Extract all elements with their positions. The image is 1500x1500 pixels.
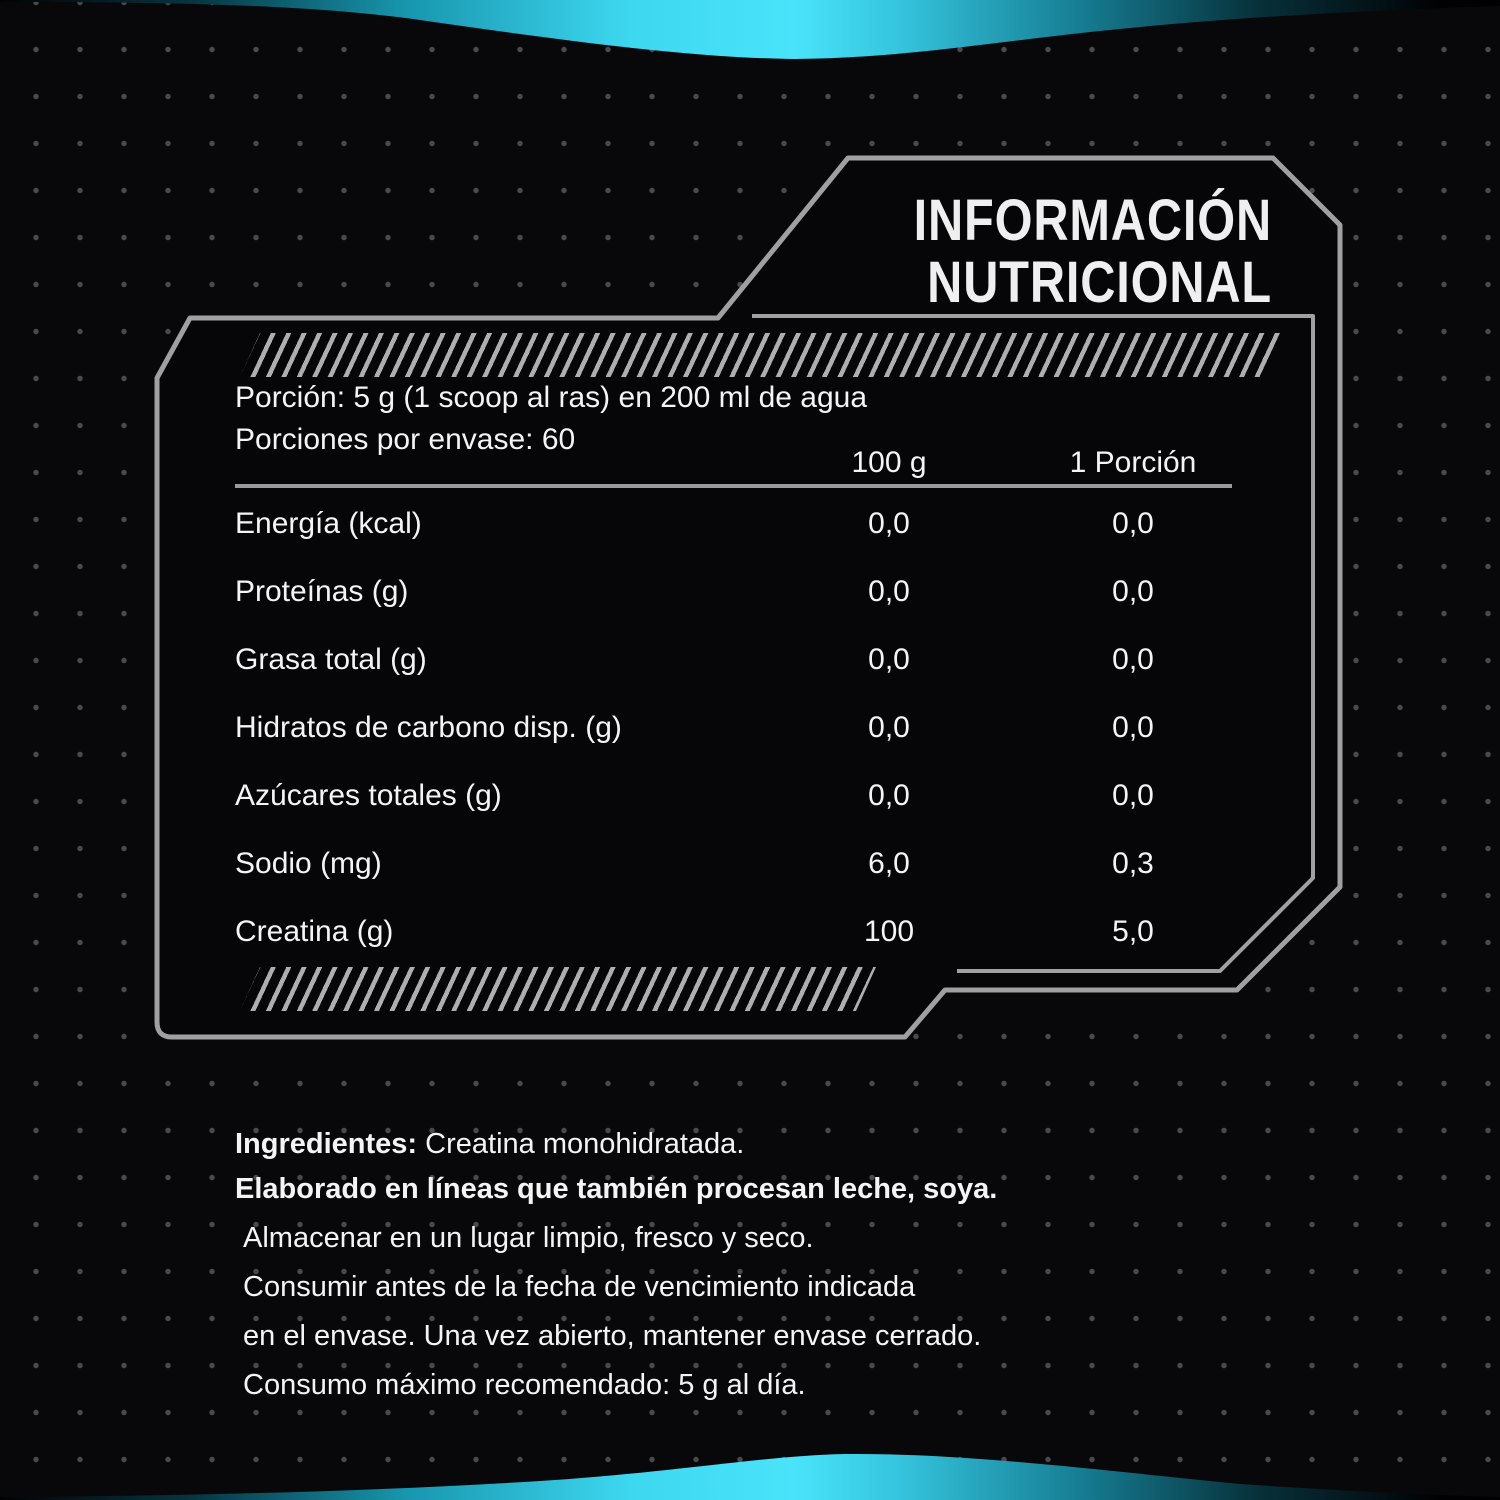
row-label: Creatina (g) bbox=[235, 915, 394, 948]
row-value-porcion: 0,0 bbox=[1112, 575, 1154, 608]
storage-line-1: Almacenar en un lugar limpio, fresco y seco. bbox=[243, 1222, 814, 1254]
title-line-1: INFORMACIÓN bbox=[913, 188, 1272, 253]
row-label: Proteínas (g) bbox=[235, 575, 409, 608]
row-label: Grasa total (g) bbox=[235, 643, 427, 676]
row-value-100g: 100 bbox=[863, 915, 915, 948]
row-label: Sodio (mg) bbox=[235, 847, 382, 880]
page-title bbox=[892, 190, 1272, 314]
row-value-porcion: 5,0 bbox=[1112, 915, 1154, 948]
hatch-stripe-band-bottom bbox=[240, 967, 876, 1011]
title-line-2: NUTRICIONAL bbox=[927, 250, 1272, 315]
row-value-porcion: 0,3 bbox=[1112, 847, 1154, 880]
row-label: Energía (kcal) bbox=[235, 507, 422, 540]
ingredients-label: Ingredientes: bbox=[235, 1128, 418, 1160]
row-value-100g: 0,0 bbox=[868, 507, 910, 540]
allergen-line: Elaborado en líneas que también procesan leche, soya. bbox=[235, 1173, 998, 1205]
column-header-porcion: 1 Porción bbox=[1069, 446, 1197, 479]
row-value-100g: 0,0 bbox=[868, 575, 910, 608]
row-value-100g: 0,0 bbox=[868, 779, 910, 812]
row-value-porcion: 0,0 bbox=[1112, 779, 1154, 812]
ingredients-line bbox=[235, 1125, 744, 1163]
top-cyan-band bbox=[0, 0, 1500, 59]
row-label: Hidratos de carbono disp. (g) bbox=[235, 711, 622, 744]
bottom-cyan-band bbox=[0, 1454, 1500, 1500]
row-value-100g: 0,0 bbox=[868, 711, 910, 744]
row-value-100g: 6,0 bbox=[868, 847, 910, 880]
storage-line-3: en el envase. Una vez abierto, mantener envase cerrado. bbox=[243, 1320, 982, 1352]
serving-size-line: Porción: 5 g (1 scoop al ras) en 200 ml de agua bbox=[235, 381, 868, 414]
row-value-100g: 0,0 bbox=[868, 643, 910, 676]
row-value-porcion: 0,0 bbox=[1112, 711, 1154, 744]
row-value-porcion: 0,0 bbox=[1112, 507, 1154, 540]
table-header-rule bbox=[235, 484, 1232, 488]
column-header-100g: 100 g bbox=[851, 446, 927, 479]
row-value-porcion: 0,0 bbox=[1112, 643, 1154, 676]
ingredients-value: Creatina monohidratada. bbox=[417, 1128, 745, 1160]
hatch-stripe-band-top bbox=[240, 333, 1288, 377]
storage-line-4: Consumo máximo recomendado: 5 g al día. bbox=[243, 1369, 806, 1401]
storage-line-2: Consumir antes de la fecha de vencimiento indicada bbox=[243, 1271, 916, 1303]
servings-per-container-line: Porciones por envase: 60 bbox=[235, 423, 576, 456]
row-label: Azúcares totales (g) bbox=[235, 779, 502, 812]
